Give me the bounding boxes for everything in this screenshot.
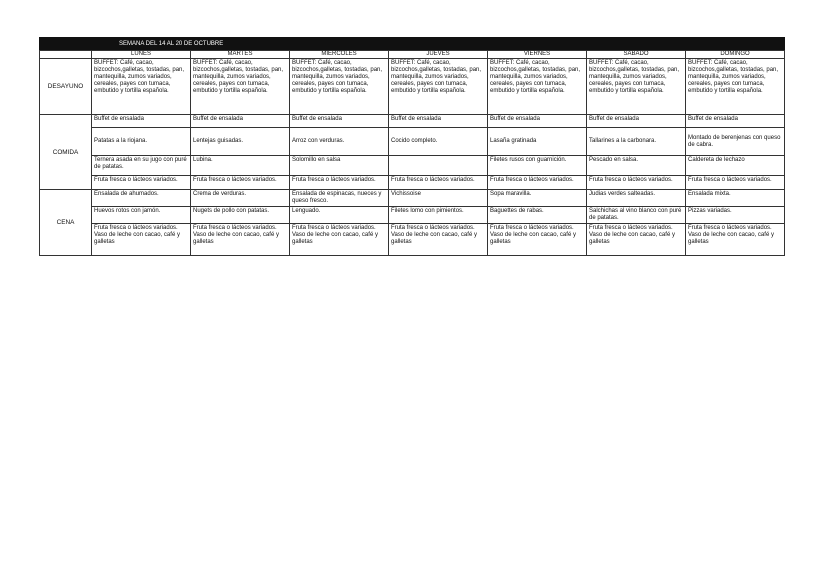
menu-cell: Fruta fresca o lácteos variados. <box>191 176 290 190</box>
menu-cell: Fruta fresca o lácteos variados. <box>488 176 587 190</box>
meal-row <box>40 156 785 176</box>
menu-cell: Fruta fresca o lácteos variados. Vaso de leche con cacao, café y galletas <box>488 224 587 256</box>
menu-cell: Huevos rotos con jamón. <box>92 207 191 224</box>
menu-cell: Judias verdes salteadas. <box>587 190 686 207</box>
menu-cell: BUFFET: Café, cacao, bizcochos,galletas, tostadas, pan, mantequilla, zumos variados, cereales, payes con tumaca, embutido y tortilla española. <box>686 59 785 115</box>
meal-label-desayuno: DESAYUNO <box>40 59 92 115</box>
menu-cell: BUFFET: Café, cacao, bizcochos,galletas, tostadas, pan, mantequilla, zumos variados, cereales, payes con tumaca, embutido y tortilla española. <box>290 59 389 115</box>
menu-cell: Pescado en salsa. <box>587 156 686 176</box>
menu-cell: Buffet de ensalada <box>587 115 686 128</box>
menu-cell: Buffet de ensalada <box>686 115 785 128</box>
corner-cell <box>40 51 92 59</box>
menu-cell: Solomillo en salsa <box>290 156 389 176</box>
meal-row <box>40 59 785 115</box>
menu-cell: Arroz con verduras. <box>290 128 389 156</box>
meal-label-cena: CENA <box>40 190 92 256</box>
menu-cell: Fruta fresca o lácteos variados. <box>92 176 191 190</box>
day-header: DOMINGO <box>686 51 785 59</box>
menu-sheet <box>39 37 785 256</box>
menu-cell: Fruta fresca o lácteos variados. <box>587 176 686 190</box>
menu-cell: Ensalada de espinacas, nueces y queso fresco. <box>290 190 389 207</box>
menu-cell: Fruta fresca o lácteos variados. Vaso de leche con cacao, café y galletas <box>389 224 488 256</box>
menu-table <box>39 50 785 256</box>
meal-row <box>40 176 785 190</box>
meal-label-comida: COMIDA <box>40 115 92 190</box>
menu-cell: Buffet de ensalada <box>92 115 191 128</box>
menu-cell: Cocido completo. <box>389 128 488 156</box>
day-header: MIERCOLES <box>290 51 389 59</box>
meal-row <box>40 224 785 256</box>
menu-cell: Caldereta de lechazo <box>686 156 785 176</box>
menu-cell: BUFFET: Café, cacao, bizcochos,galletas, tostadas, pan, mantequilla, zumos variados, cereales, payes con tumaca, embutido y tortilla española. <box>587 59 686 115</box>
menu-cell: BUFFET: Café, cacao, bizcochos,galletas, tostadas, pan, mantequilla, zumos variados, cereales, payes con tumaca, embutido y tortilla española. <box>92 59 191 115</box>
menu-cell: Salchichas al vino blanco con puré de patatas. <box>587 207 686 224</box>
menu-cell: Fruta fresca o lácteos variados. Vaso de leche con cacao, café y galletas <box>191 224 290 256</box>
menu-cell: Fruta fresca o lácteos variados. <box>290 176 389 190</box>
day-header: JUEVES <box>389 51 488 59</box>
menu-cell: Fruta fresca o lácteos variados. Vaso de leche con cacao, café y galletas <box>290 224 389 256</box>
menu-cell: Lenguado. <box>290 207 389 224</box>
menu-cell: Baguettes de rabas. <box>488 207 587 224</box>
menu-cell: Fruta fresca o lácteos variados. Vaso de leche con cacao, café y galletas <box>686 224 785 256</box>
menu-cell: Fruta fresca o lácteos variados. Vaso de leche con cacao, café y galletas <box>92 224 191 256</box>
menu-cell: Vichissoise <box>389 190 488 207</box>
menu-cell: Filetes lomo con pimientos. <box>389 207 488 224</box>
menu-cell: Buffet de ensalada <box>488 115 587 128</box>
menu-cell: Nugets de pollo con patatas. <box>191 207 290 224</box>
menu-cell: Lubina. <box>191 156 290 176</box>
menu-cell: Patatas a la riojana. <box>92 128 191 156</box>
menu-cell: Lasaña gratinada <box>488 128 587 156</box>
menu-cell: Buffet de ensalada <box>191 115 290 128</box>
menu-cell: Buffet de ensalada <box>389 115 488 128</box>
meal-row <box>40 207 785 224</box>
week-title: SEMANA DEL 14 AL 20 DE OCTUBRE <box>39 37 785 50</box>
day-header: LUNES <box>92 51 191 59</box>
menu-cell: Montado de berenjenas con queso de cabra. <box>686 128 785 156</box>
menu-cell: Ensalada mixta. <box>686 190 785 207</box>
menu-cell: Pizzas variadas. <box>686 207 785 224</box>
menu-cell: Sopa maravilla. <box>488 190 587 207</box>
menu-cell: BUFFET: Café, cacao, bizcochos,galletas, tostadas, pan, mantequilla, zumos variados, cereales, payes con tumaca, embutido y tortilla española. <box>389 59 488 115</box>
menu-cell: Filetes rusos con guarnición. <box>488 156 587 176</box>
menu-cell: Lentejas guisadas. <box>191 128 290 156</box>
menu-cell: Fruta fresca o lácteos variados. <box>389 176 488 190</box>
menu-cell: Tallarines a la carbonara. <box>587 128 686 156</box>
menu-cell: Fruta fresca o lácteos variados. Vaso de leche con cacao, café y galletas <box>587 224 686 256</box>
menu-cell: BUFFET: Café, cacao, bizcochos,galletas, tostadas, pan, mantequilla, zumos variados, cereales, payes con tumaca, embutido y tortilla española. <box>488 59 587 115</box>
meal-row <box>40 190 785 207</box>
menu-cell: Ensalada de ahumados. <box>92 190 191 207</box>
day-header: VIERNES <box>488 51 587 59</box>
menu-cell <box>389 156 488 176</box>
meal-row <box>40 115 785 128</box>
day-header: SABADO <box>587 51 686 59</box>
menu-cell: Crema de verduras. <box>191 190 290 207</box>
meal-row <box>40 128 785 156</box>
day-header-row <box>40 51 785 59</box>
menu-cell: Fruta fresca o lácteos variados. <box>686 176 785 190</box>
day-header: MARTES <box>191 51 290 59</box>
menu-cell: Buffet de ensalada <box>290 115 389 128</box>
menu-cell: Ternera asada en su jugo con puré de patatas. <box>92 156 191 176</box>
menu-cell: BUFFET: Café, cacao, bizcochos,galletas, tostadas, pan, mantequilla, zumos variados, cereales, payes con tumaca, embutido y tortilla española. <box>191 59 290 115</box>
